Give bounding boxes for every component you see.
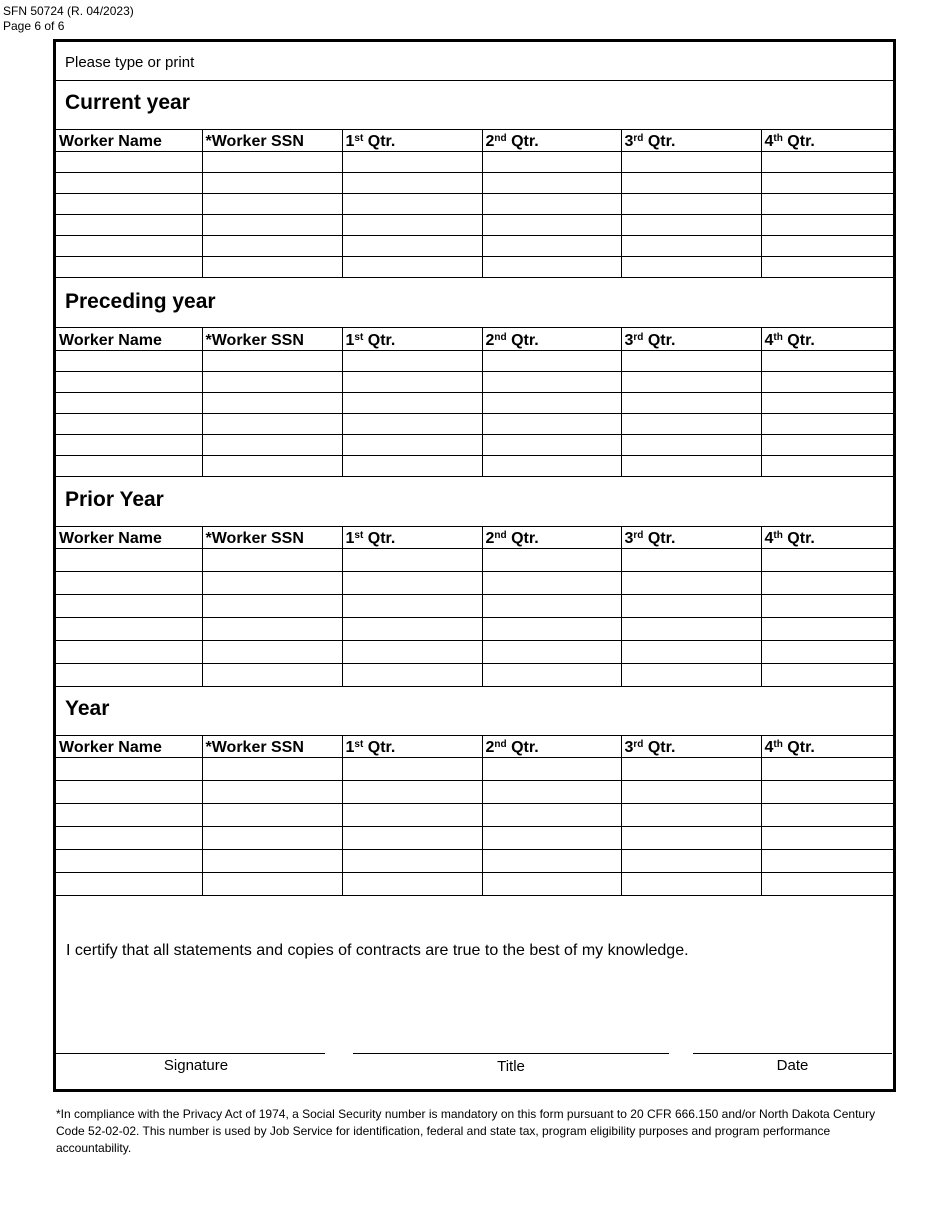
table-cell[interactable] <box>761 393 893 414</box>
table-cell[interactable] <box>621 781 761 804</box>
table-row <box>56 173 893 194</box>
table-cell[interactable] <box>621 351 761 372</box>
table-cell[interactable] <box>342 194 482 215</box>
column-header: 1st Qtr. <box>342 736 482 758</box>
table-cell[interactable] <box>482 236 621 257</box>
page-number: Page 6 of 6 <box>3 19 65 33</box>
date-line[interactable] <box>693 1053 892 1054</box>
table-cell[interactable] <box>56 827 202 850</box>
table-cell[interactable] <box>56 393 202 414</box>
table-cell[interactable] <box>202 351 342 372</box>
table-cell[interactable] <box>761 827 893 850</box>
table-cell[interactable] <box>56 549 202 572</box>
table-cell[interactable] <box>482 618 621 641</box>
table-row <box>56 414 893 435</box>
column-header: 4th Qtr. <box>761 736 893 758</box>
table-row <box>56 236 893 257</box>
table-cell[interactable] <box>56 850 202 873</box>
table-cell[interactable] <box>761 781 893 804</box>
table-cell[interactable] <box>342 393 482 414</box>
wage-table <box>56 526 893 687</box>
form-number: SFN 50724 (R. 04/2023) <box>3 4 134 18</box>
table-cell[interactable] <box>202 618 342 641</box>
table-cell[interactable] <box>202 549 342 572</box>
table-cell[interactable] <box>342 549 482 572</box>
table-cell[interactable] <box>202 572 342 595</box>
table-cell[interactable] <box>761 758 893 781</box>
table-cell[interactable] <box>56 873 202 896</box>
privacy-footnote: *In compliance with the Privacy Act of 1974, a Social Security number is mandatory on this form pursuant to 20 CFR 666.150 and/or North Dakota Century Code 52-02-02. This number is used by Job Service for identification, federal and state tax, program eligibility purposes and program performance accountability. <box>56 1107 876 1155</box>
table-row <box>56 257 893 278</box>
table-cell[interactable] <box>482 152 621 173</box>
table-cell[interactable] <box>482 351 621 372</box>
table-cell[interactable] <box>482 595 621 618</box>
table-row <box>56 152 893 173</box>
table-cell[interactable] <box>482 194 621 215</box>
table-cell[interactable] <box>342 618 482 641</box>
table-cell[interactable] <box>342 664 482 687</box>
section-title: Current year <box>65 91 190 114</box>
section-title: Prior Year <box>65 488 164 511</box>
table-cell[interactable] <box>342 236 482 257</box>
column-header: *Worker SSN <box>202 130 342 152</box>
table-cell[interactable] <box>56 173 202 194</box>
table-cell[interactable] <box>482 257 621 278</box>
table-cell[interactable] <box>761 194 893 215</box>
table-cell[interactable] <box>621 664 761 687</box>
table-cell[interactable] <box>202 173 342 194</box>
table-row <box>56 372 893 393</box>
table-cell[interactable] <box>482 393 621 414</box>
table-cell[interactable] <box>482 781 621 804</box>
table-cell[interactable] <box>56 351 202 372</box>
table-cell[interactable] <box>56 804 202 827</box>
table-cell[interactable] <box>202 152 342 173</box>
table-cell[interactable] <box>202 372 342 393</box>
column-header: 4th Qtr. <box>761 328 893 351</box>
table-cell[interactable] <box>621 257 761 278</box>
table-cell[interactable] <box>342 641 482 664</box>
column-header: Worker Name <box>56 328 202 351</box>
table-cell[interactable] <box>342 257 482 278</box>
table-cell[interactable] <box>482 456 621 477</box>
column-header: Worker Name <box>56 527 202 549</box>
table-row <box>56 194 893 215</box>
column-header: 2nd Qtr. <box>482 130 621 152</box>
table-cell[interactable] <box>621 873 761 896</box>
table-cell[interactable] <box>202 804 342 827</box>
column-header: 3rd Qtr. <box>621 736 761 758</box>
column-header: 2nd Qtr. <box>482 527 621 549</box>
table-cell[interactable] <box>56 641 202 664</box>
table-row <box>56 781 893 804</box>
column-header: 1st Qtr. <box>342 130 482 152</box>
table-header-row <box>56 130 893 152</box>
table-cell[interactable] <box>342 850 482 873</box>
date-label: Date <box>776 1057 809 1074</box>
table-row <box>56 641 893 664</box>
table-cell[interactable] <box>621 641 761 664</box>
table-cell[interactable] <box>342 372 482 393</box>
table-row <box>56 595 893 618</box>
table-cell[interactable] <box>761 850 893 873</box>
table-row <box>56 549 893 572</box>
table-cell[interactable] <box>482 372 621 393</box>
table-cell[interactable] <box>342 873 482 896</box>
table-cell[interactable] <box>761 257 893 278</box>
table-row <box>56 456 893 477</box>
table-cell[interactable] <box>761 236 893 257</box>
signature-label: Signature <box>163 1057 229 1074</box>
table-header-row <box>56 527 893 549</box>
table-cell[interactable] <box>56 435 202 456</box>
table-cell[interactable] <box>202 641 342 664</box>
table-cell[interactable] <box>56 194 202 215</box>
column-header: 4th Qtr. <box>761 130 893 152</box>
table-cell[interactable] <box>342 351 482 372</box>
table-cell[interactable] <box>761 804 893 827</box>
table-cell[interactable] <box>482 664 621 687</box>
table-cell[interactable] <box>342 758 482 781</box>
table-cell[interactable] <box>56 215 202 236</box>
table-cell[interactable] <box>621 758 761 781</box>
table-cell[interactable] <box>202 194 342 215</box>
table-cell[interactable] <box>342 595 482 618</box>
table-row <box>56 393 893 414</box>
table-cell[interactable] <box>56 414 202 435</box>
table-cell[interactable] <box>621 393 761 414</box>
table-cell[interactable] <box>56 572 202 595</box>
column-header: Worker Name <box>56 130 202 152</box>
table-cell[interactable] <box>56 781 202 804</box>
table-cell[interactable] <box>621 456 761 477</box>
table-cell[interactable] <box>761 572 893 595</box>
table-cell[interactable] <box>56 257 202 278</box>
column-header: Worker Name <box>56 736 202 758</box>
table-cell[interactable] <box>621 435 761 456</box>
table-row <box>56 351 893 372</box>
table-cell[interactable] <box>202 827 342 850</box>
table-cell[interactable] <box>202 435 342 456</box>
table-cell[interactable] <box>761 595 893 618</box>
table-cell[interactable] <box>342 827 482 850</box>
column-header: *Worker SSN <box>202 328 342 351</box>
table-cell[interactable] <box>621 215 761 236</box>
table-cell[interactable] <box>482 414 621 435</box>
table-row <box>56 435 893 456</box>
column-header: 3rd Qtr. <box>621 527 761 549</box>
section-title: Preceding year <box>65 290 216 313</box>
table-cell[interactable] <box>621 804 761 827</box>
table-cell[interactable] <box>621 173 761 194</box>
table-cell[interactable] <box>621 549 761 572</box>
table-cell[interactable] <box>761 435 893 456</box>
column-header: *Worker SSN <box>202 527 342 549</box>
table-cell[interactable] <box>482 850 621 873</box>
column-header: 3rd Qtr. <box>621 328 761 351</box>
wage-table <box>56 129 893 278</box>
table-cell[interactable] <box>761 372 893 393</box>
table-cell[interactable] <box>56 664 202 687</box>
table-cell[interactable] <box>342 804 482 827</box>
table-cell[interactable] <box>761 173 893 194</box>
table-cell[interactable] <box>202 393 342 414</box>
table-cell[interactable] <box>621 194 761 215</box>
table-cell[interactable] <box>621 414 761 435</box>
table-cell[interactable] <box>56 758 202 781</box>
title-line[interactable] <box>353 1053 669 1054</box>
table-cell[interactable] <box>202 664 342 687</box>
table-cell[interactable] <box>482 758 621 781</box>
table-cell[interactable] <box>621 595 761 618</box>
table-cell[interactable] <box>482 173 621 194</box>
table-cell[interactable] <box>56 595 202 618</box>
table-cell[interactable] <box>342 781 482 804</box>
table-cell[interactable] <box>761 873 893 896</box>
column-header: 3rd Qtr. <box>621 130 761 152</box>
column-header: 1st Qtr. <box>342 328 482 351</box>
table-cell[interactable] <box>202 236 342 257</box>
table-cell[interactable] <box>761 618 893 641</box>
table-cell[interactable] <box>761 414 893 435</box>
table-row <box>56 215 893 236</box>
table-cell[interactable] <box>621 152 761 173</box>
table-cell[interactable] <box>482 641 621 664</box>
table-row <box>56 664 893 687</box>
table-cell[interactable] <box>482 572 621 595</box>
table-cell[interactable] <box>342 456 482 477</box>
table-cell[interactable] <box>56 372 202 393</box>
table-cell[interactable] <box>202 257 342 278</box>
table-cell[interactable] <box>56 236 202 257</box>
table-cell[interactable] <box>621 372 761 393</box>
table-cell[interactable] <box>761 456 893 477</box>
form-frame <box>53 39 896 1092</box>
table-cell[interactable] <box>342 173 482 194</box>
table-cell[interactable] <box>621 572 761 595</box>
table-cell[interactable] <box>342 572 482 595</box>
table-cell[interactable] <box>202 595 342 618</box>
table-cell[interactable] <box>342 414 482 435</box>
instruction-text: Please type or print <box>65 54 195 71</box>
column-header: 4th Qtr. <box>761 527 893 549</box>
table-cell[interactable] <box>621 827 761 850</box>
form-header <box>3 4 134 34</box>
table-cell[interactable] <box>761 215 893 236</box>
table-header-row <box>56 736 893 758</box>
table-row <box>56 618 893 641</box>
instruction-row <box>56 42 893 81</box>
table-row <box>56 850 893 873</box>
section-title: Year <box>65 697 110 720</box>
table-cell[interactable] <box>342 152 482 173</box>
table-cell[interactable] <box>56 618 202 641</box>
column-header: *Worker SSN <box>202 736 342 758</box>
table-cell[interactable] <box>482 549 621 572</box>
table-cell[interactable] <box>202 781 342 804</box>
table-header-row <box>56 328 893 351</box>
table-cell[interactable] <box>56 456 202 477</box>
column-header: 2nd Qtr. <box>482 328 621 351</box>
table-row <box>56 827 893 850</box>
title-label: Title <box>497 1058 525 1075</box>
table-cell[interactable] <box>202 850 342 873</box>
table-cell[interactable] <box>202 456 342 477</box>
table-cell[interactable] <box>482 804 621 827</box>
table-cell[interactable] <box>621 850 761 873</box>
table-cell[interactable] <box>342 435 482 456</box>
table-cell[interactable] <box>202 758 342 781</box>
table-cell[interactable] <box>761 351 893 372</box>
table-cell[interactable] <box>482 873 621 896</box>
table-cell[interactable] <box>482 435 621 456</box>
table-cell[interactable] <box>342 215 482 236</box>
wage-table <box>56 735 893 896</box>
table-cell[interactable] <box>482 827 621 850</box>
table-row <box>56 572 893 595</box>
table-cell[interactable] <box>761 664 893 687</box>
table-cell[interactable] <box>621 236 761 257</box>
certification-statement: I certify that all statements and copies of contracts are true to the best of my knowledge. <box>66 942 689 959</box>
table-cell[interactable] <box>56 152 202 173</box>
table-cell[interactable] <box>761 152 893 173</box>
signature-line[interactable] <box>56 1053 325 1054</box>
table-cell[interactable] <box>202 414 342 435</box>
table-cell[interactable] <box>761 549 893 572</box>
table-cell[interactable] <box>202 215 342 236</box>
column-header: 1st Qtr. <box>342 527 482 549</box>
table-row <box>56 804 893 827</box>
table-row <box>56 758 893 781</box>
table-cell[interactable] <box>202 873 342 896</box>
table-cell[interactable] <box>761 641 893 664</box>
table-row <box>56 873 893 896</box>
table-cell[interactable] <box>621 618 761 641</box>
wage-table <box>56 327 893 477</box>
column-header: 2nd Qtr. <box>482 736 621 758</box>
table-cell[interactable] <box>482 215 621 236</box>
